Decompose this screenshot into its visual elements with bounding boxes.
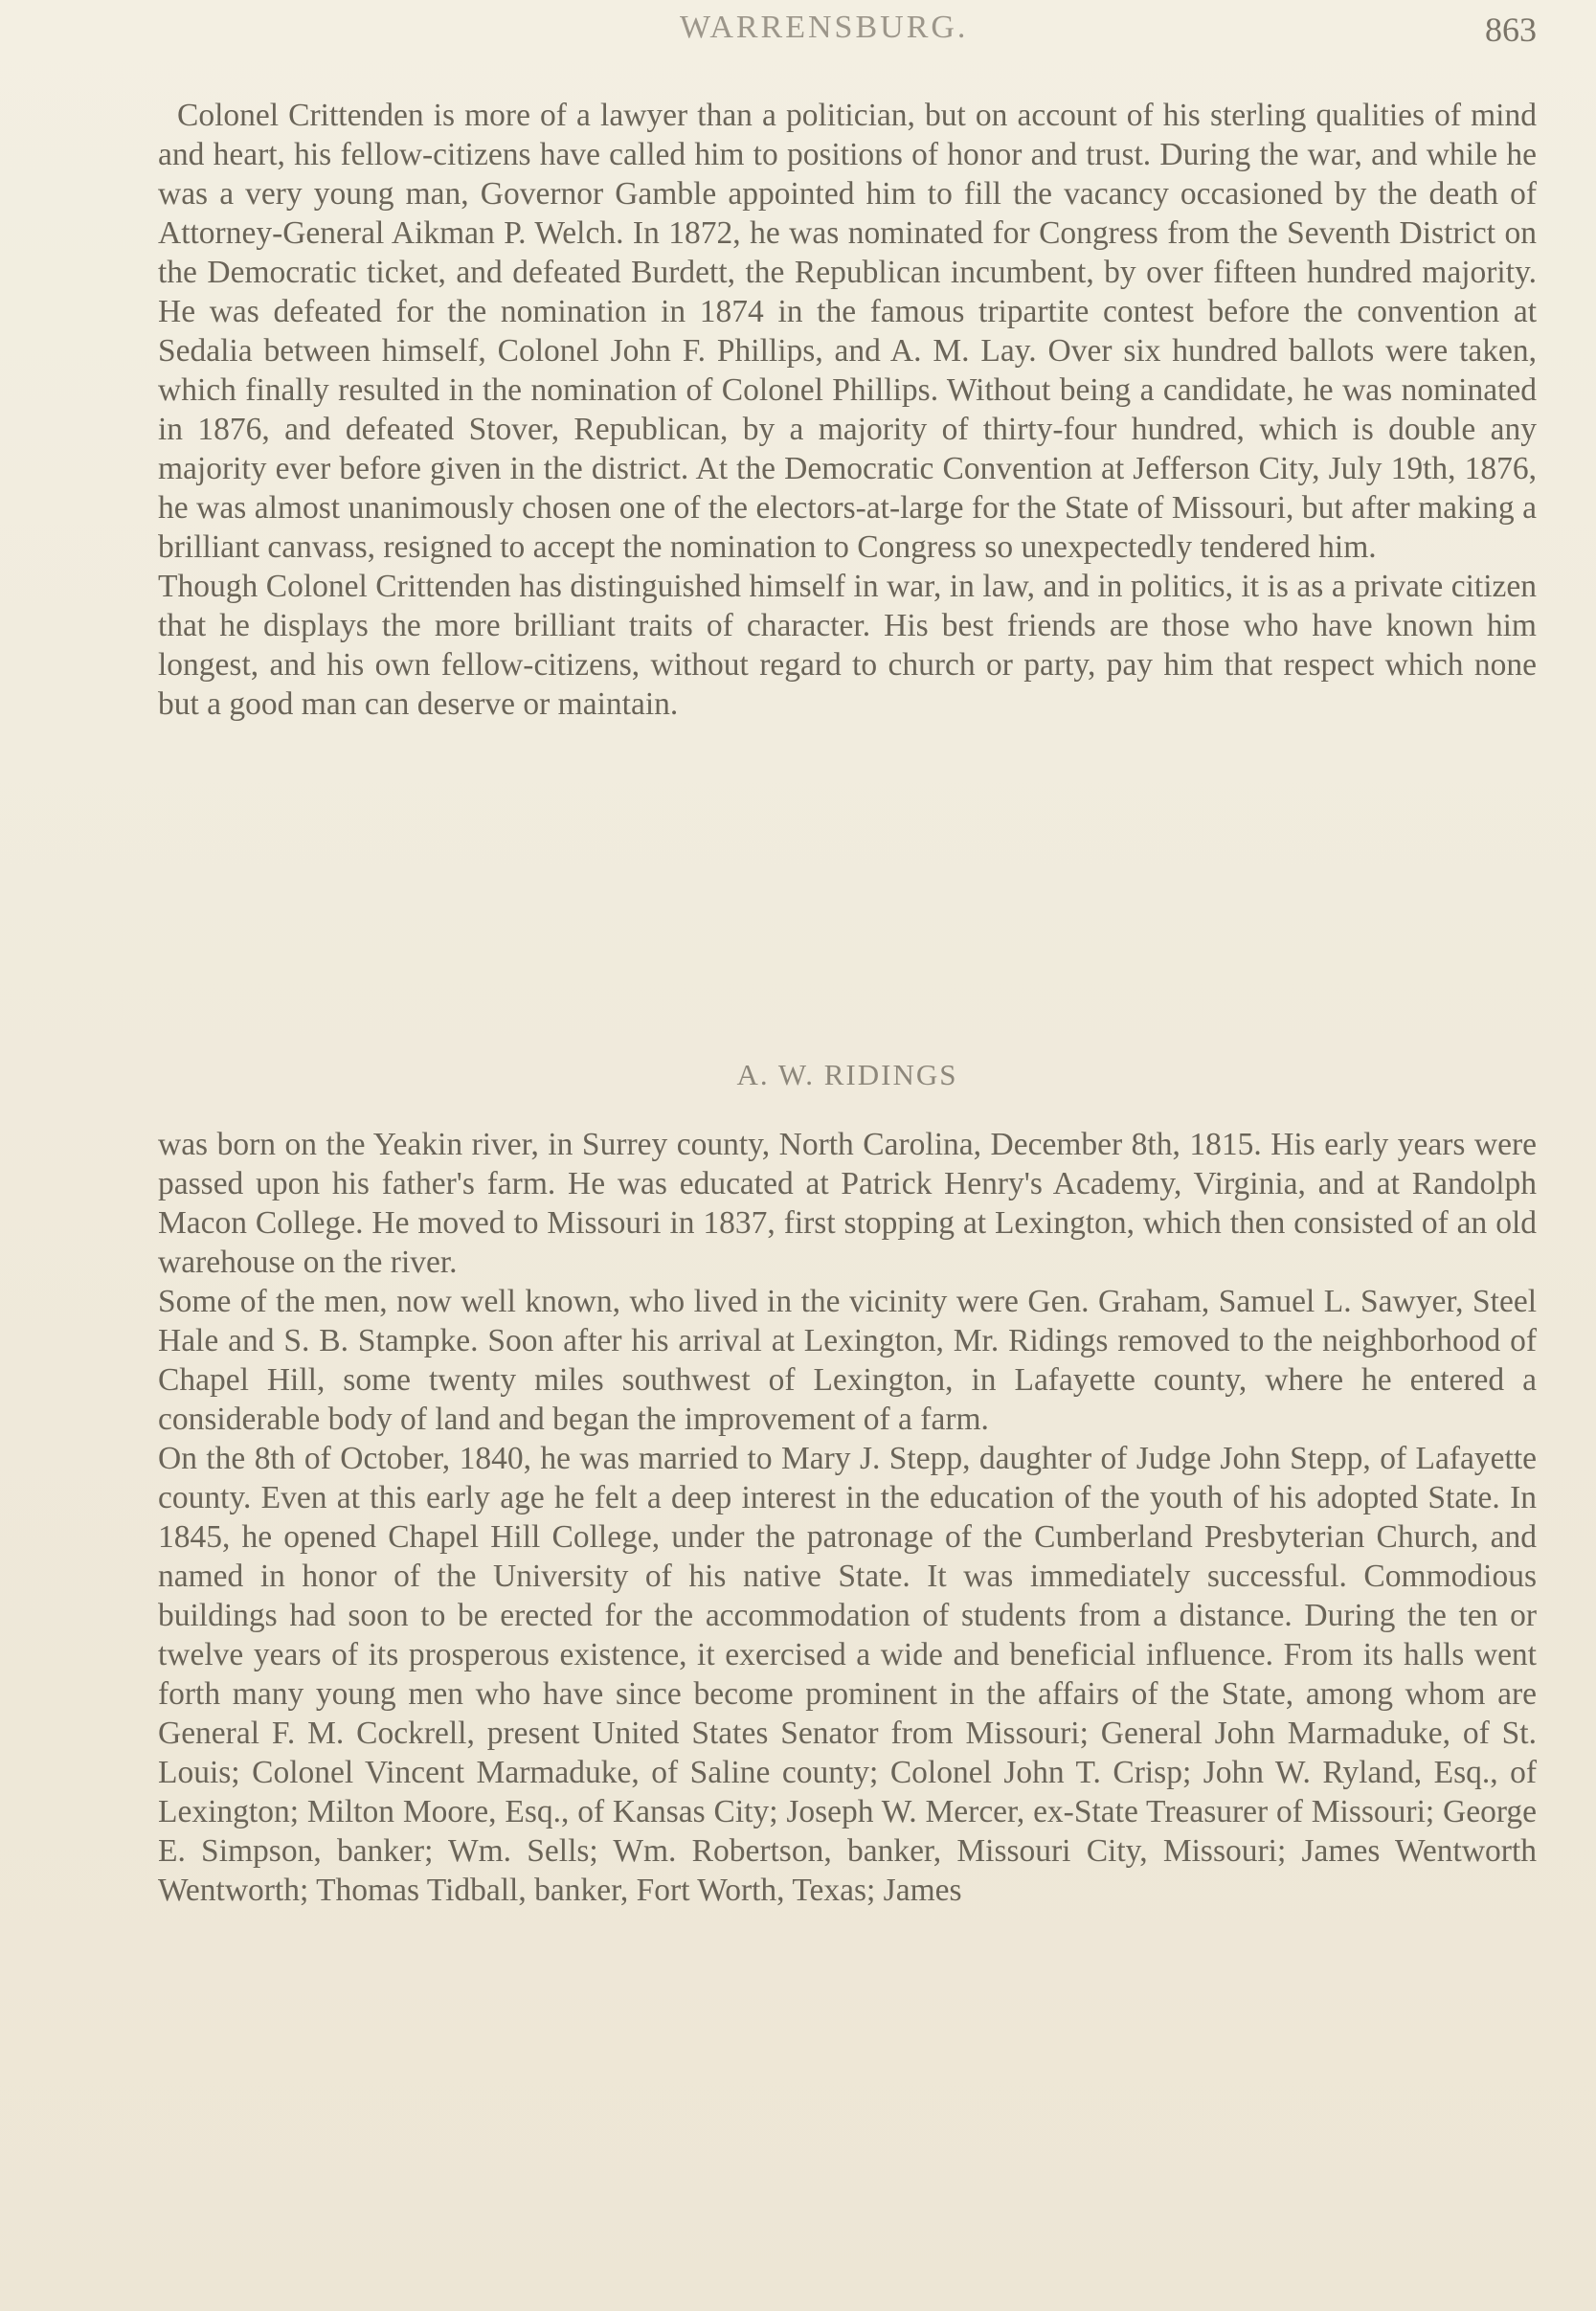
section-heading: A. W. RIDINGS xyxy=(736,1058,958,1091)
page-number: 863 xyxy=(1485,11,1537,49)
crittenden-section xyxy=(158,96,1537,724)
paragraph: Though Colonel Crittenden has distinguished himself in war, in law, and in politics, it is as a private citizen that he displays the more brilliant traits of character. His best friends are those who have known him longest, and his own fellow-citizens, without regard to church or party, pay him that respect which none but a good man can deserve or maintain. xyxy=(158,569,1537,722)
paragraph: Colonel Crittenden is more of a lawyer than a politician, but on account of his sterling qualities of mind and heart, his fellow-citizens have called him to positions of honor and trust. During the war, and while he was a very young man, Governor Gamble appointed him to fill the vacancy occasioned by the death of Attorney-General Aikman P. Welch. In 1872, he was nominated for Congress from the Seventh District on the Democratic ticket, and defeated Burdett, the Republican incumbent, by over fifteen hundred majority. He was defeated for the nomination in 1874 in the famous tripartite contest before the convention at Sedalia between himself, Colonel John F. Phillips, and A. M. Lay. Over six hundred ballots were taken, which finally resulted in the nomination of Colonel Phillips. Without being a candidate, he was nominated in 1876, and defeated Stover, Republican, by a majority of thirty-four hundred, which is double any majority ever before given in the district. At the Democratic Convention at Jefferson City, July 19th, 1876, he was almost unanimously chosen one of the electors-at-large for the State of Missouri, but after making a brilliant canvass, resigned to accept the nomination to Congress so unexpectedly tendered him. xyxy=(158,98,1537,565)
running-title: WARRENSBURG. xyxy=(680,10,969,45)
paragraph: Some of the men, now well known, who lived in the vicinity were Gen. Graham, Samuel L. Sawyer, Steel Hale and S. B. Stampke. Soon after his arrival at Lexington, Mr. Ridings removed to the neighborhood of Chapel Hill, some twenty miles southwest of Lexington, in Lafayette county, where he entered a considerable body of land and began the improvement of a farm. xyxy=(158,1284,1537,1437)
running-header xyxy=(144,10,1537,67)
paragraph: was born on the Yeakin river, in Surrey county, North Carolina, December 8th, 1815. His early years were passed upon his father's farm. He was educated at Patrick Henry's Academy, Virginia, and at Randolph Macon College. He moved to Missouri in 1837, first stopping at Lexington, which then consisted of an old warehouse on the river. xyxy=(158,1127,1537,1280)
ridings-section xyxy=(158,1125,1537,1910)
paragraph: On the 8th of October, 1840, he was married to Mary J. Stepp, daughter of Judge John Stepp, of Lafayette county. Even at this early age he felt a deep interest in the education of the youth of his adopted State. In 1845, he opened Chapel Hill College, under the patronage of the Cumberland Presbyterian Church, and named in honor of the University of his native State. It was immediately successful. Commodious buildings had soon to be erected for the accommodation of students from a distance. During the ten or twelve years of its prosperous existence, it exercised a wide and beneficial influence. From its halls went forth many young men who have since become prominent in the affairs of the State, among whom are General F. M. Cockrell, present United States Senator from Missouri; General John Marmaduke, of St. Louis; Colonel Vincent Marmaduke, of Saline county; Colonel John T. Crisp; John W. Ryland, Esq., of Lexington; Milton Moore, Esq., of Kansas City; Joseph W. Mercer, ex-State Treasurer of Missouri; George E. Simpson, banker; Wm. Sells; Wm. Robertson, banker, Missouri City, Missouri; James Wentworth Wentworth; Thomas Tidball, banker, Fort Worth, Texas; James xyxy=(158,1441,1537,1908)
